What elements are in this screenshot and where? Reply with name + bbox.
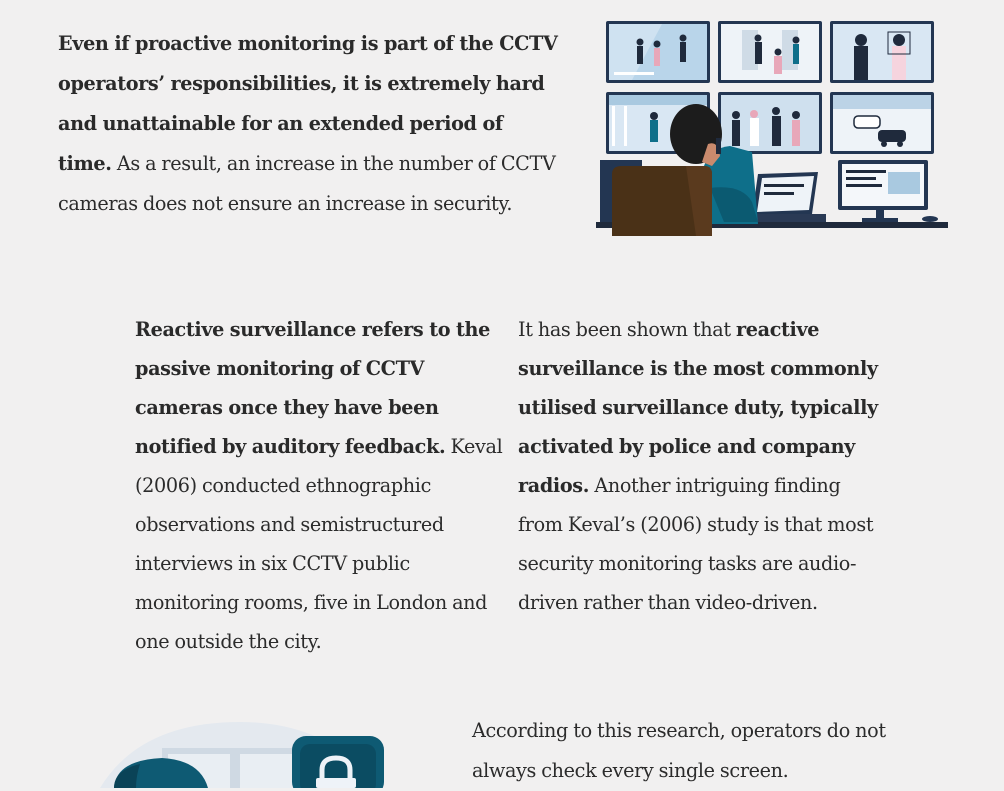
intro-bold-text: Even if proactive monitoring is part of the CCTV operators’ responsibilities, it is extremely hard and unattainable for an extended period of time. <box>58 32 558 175</box>
reactive-bold-text: Reactive surveillance refers to the passive monitoring of CCTV cameras once they have been notified by auditory feedback. <box>135 318 490 458</box>
reactive-surveillance-paragraph <box>135 310 505 661</box>
cctv-operator-illustration <box>592 16 952 238</box>
findings-regular-text: Another intriguing finding from Keval’s (2006) study is that most security monitoring tasks are audio-driven rather than video-driven. <box>518 474 874 614</box>
reactive-regular-text: Keval (2006) conducted ethnographic observations and semistructured interviews in six CCTV public monitoring rooms, five in London and one outside the city. <box>135 435 503 653</box>
findings-lead-text: It has been shown that <box>518 318 736 341</box>
intro-regular-text: As a result, an increase in the number of CCTV cameras does not ensure an increase in security. <box>58 152 556 215</box>
conclusion-paragraph <box>472 711 932 791</box>
findings-bold-text: reactive surveillance is the most commonly utilised surveillance duty, typically activated by police and company radios. <box>518 318 878 497</box>
monitor-wall-bottom <box>606 92 934 154</box>
monitor-wall-top <box>606 21 934 83</box>
findings-paragraph <box>518 310 888 622</box>
desktop-monitor <box>838 160 938 222</box>
padlock-illustration <box>80 718 440 788</box>
conclusion-text: According to this research, operators do not always check every single screen. <box>472 719 886 782</box>
chair <box>612 166 712 236</box>
intro-paragraph <box>58 24 558 224</box>
